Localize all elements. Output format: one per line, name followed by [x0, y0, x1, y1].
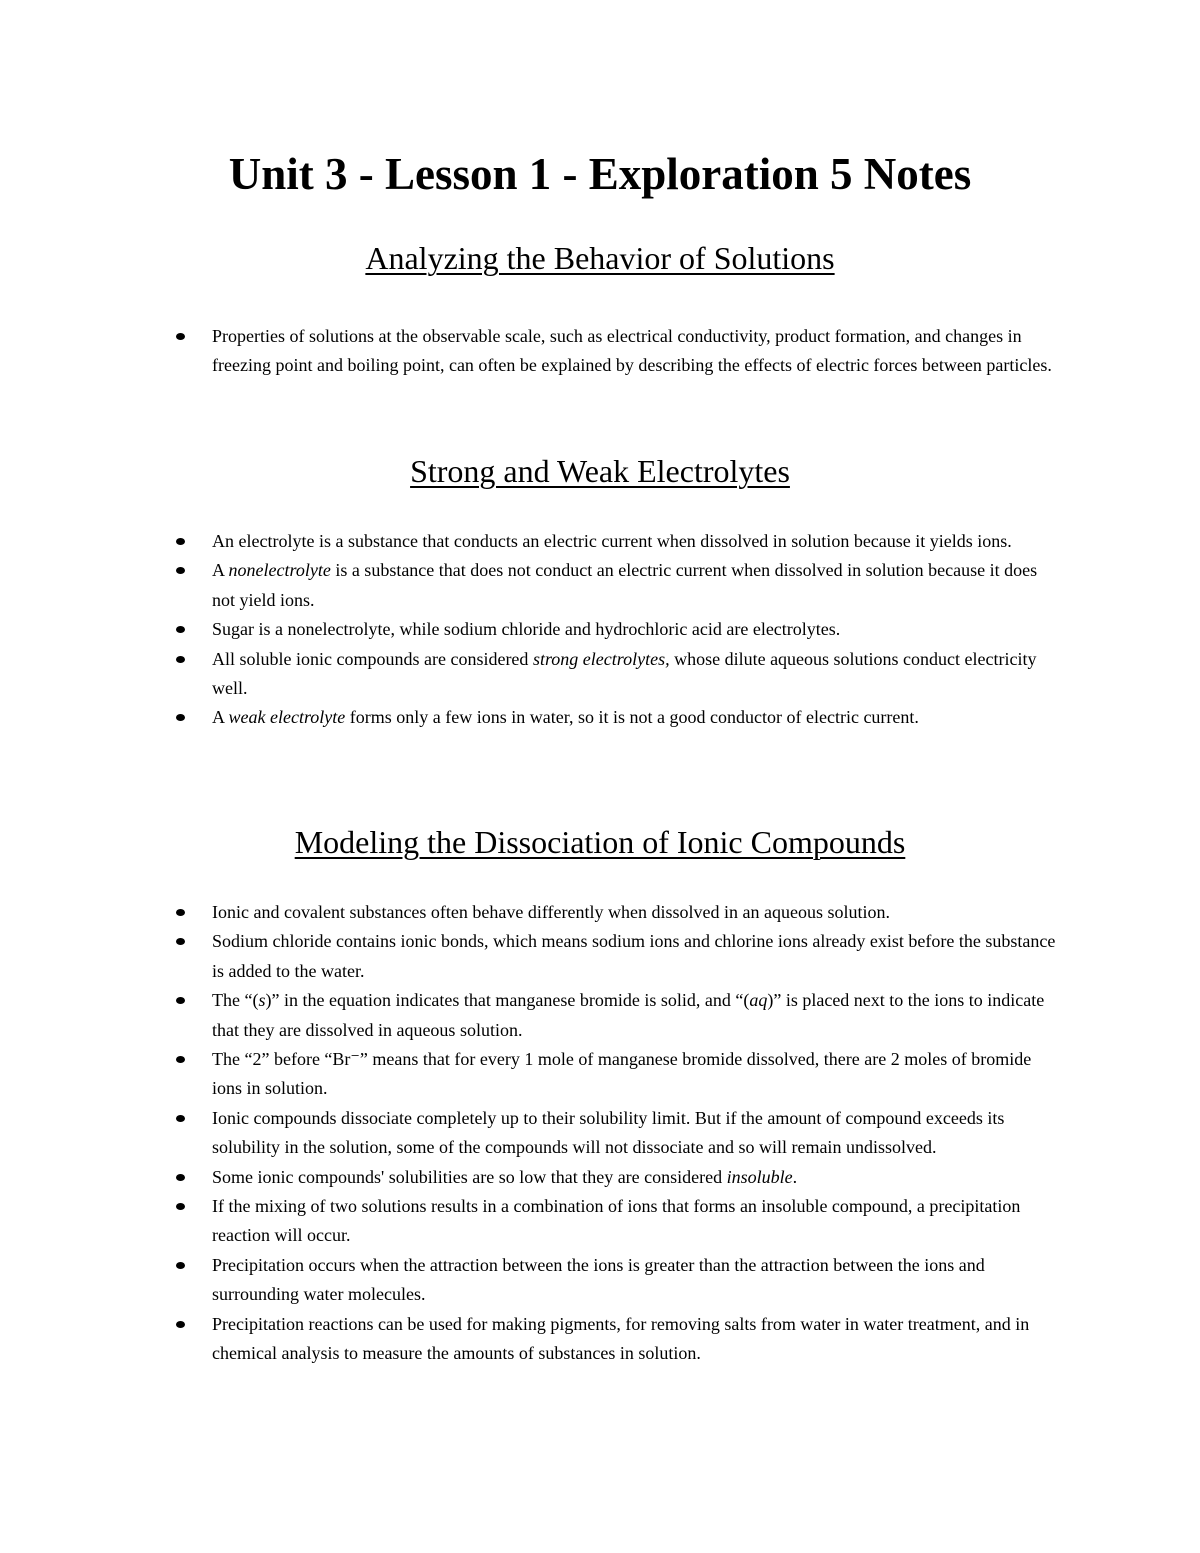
section-heading-text: Strong and Weak Electrolytes — [410, 453, 790, 489]
bullet-icon — [176, 538, 185, 545]
list-item — [0, 1192, 1200, 1251]
bullet-icon — [176, 909, 185, 916]
bullet-icon — [176, 714, 185, 721]
list-item — [0, 527, 1200, 556]
list-item — [0, 1251, 1200, 1310]
bullet-list-electrolytes — [0, 527, 1200, 733]
list-item — [0, 556, 1200, 615]
italic-term: strong electrolytes, — [532, 648, 670, 669]
section-heading-text: Modeling the Dissociation of Ionic Compounds — [294, 824, 906, 860]
text-run: whose dilute aqueous solutions conduct electricity well. — [212, 648, 1037, 699]
text-run: . — [792, 1166, 798, 1187]
list-item-text: If the mixing of two solutions results in a combination of ions that forms an insoluble compound, a precipitation reaction will occur. — [212, 1196, 1021, 1246]
list-item — [0, 703, 1200, 732]
list-item — [0, 1310, 1200, 1369]
list-item — [0, 898, 1200, 927]
text-run: Some ionic compounds' solubilities are so low that they are considered — [212, 1166, 727, 1187]
list-item — [0, 1045, 1200, 1104]
text-run: The “( — [212, 990, 259, 1011]
bullet-list-analyzing-solutions — [0, 322, 1200, 381]
list-item-text — [212, 560, 1037, 609]
list-item — [0, 615, 1200, 644]
page-title: Unit 3 - Lesson 1 - Exploration 5 Notes — [228, 149, 972, 199]
section-heading-analyzing-solutions — [0, 238, 1200, 278]
section-heading-text: Analyzing the Behavior of Solutions — [365, 240, 835, 276]
bullet-icon — [176, 1115, 185, 1122]
italic-term: weak electrolyte — [228, 707, 346, 728]
text-run: )” is placed next to the ions to indicate that they are dissolved in aqueous solution. — [212, 990, 1045, 1040]
text-run: A — [212, 707, 229, 728]
text-run: is a substance that does not conduct an electric current when dissolved in solution because it does not yield ions. — [212, 560, 1038, 610]
text-run: All soluble ionic compounds are considered — [212, 648, 533, 669]
list-item-text: Precipitation occurs when the attraction between the ions is greater than the attraction between the ions and surrounding water molecules. — [212, 1254, 985, 1305]
bullet-icon — [176, 1174, 185, 1181]
bullet-icon — [176, 567, 185, 574]
italic-term: insoluble — [726, 1166, 793, 1187]
list-item-text: Precipitation reactions can be used for making pigments, for removing salts from water in water treatment, and in chemical analysis to measure the amounts of substances in solution. — [212, 1313, 1030, 1364]
section-heading-electrolytes — [0, 451, 1200, 491]
section-heading-dissociation — [0, 822, 1200, 862]
list-item — [0, 986, 1200, 1045]
list-item-text — [212, 649, 1037, 698]
list-item-text: Sugar is a nonelectrolyte, while sodium chloride and hydrochloric acid are electrolytes. — [212, 619, 841, 640]
bullet-icon — [176, 1321, 185, 1328]
text-run: A — [212, 560, 229, 581]
list-item — [0, 1104, 1200, 1163]
bullet-icon — [176, 1056, 185, 1063]
italic-term: aq — [749, 990, 768, 1011]
bullet-icon — [176, 626, 185, 633]
bullet-list-dissociation — [0, 898, 1200, 1369]
bullet-icon — [176, 333, 185, 340]
text-run: )” in the equation indicates that manganese bromide is solid, and “( — [265, 990, 750, 1011]
bullet-icon — [176, 938, 185, 945]
list-item-text: An electrolyte is a substance that conducts an electric current when dissolved in solution because it yields ions. — [212, 531, 1012, 551]
bullet-icon — [176, 1262, 185, 1269]
list-item-text — [212, 707, 919, 727]
bullet-icon — [176, 1203, 185, 1210]
list-item — [0, 1163, 1200, 1192]
bullet-icon — [176, 997, 185, 1004]
list-item-text: Ionic compounds dissociate completely up to their solubility limit. But if the amount of compound exceeds its solubility in the solution, some of the compounds will not dissociate and so will remain undissolved. — [212, 1107, 1005, 1158]
list-item-text: Ionic and covalent substances often behave differently when dissolved in an aqueous solution. — [212, 902, 890, 922]
bullet-icon — [176, 656, 185, 663]
list-item — [0, 322, 1200, 381]
italic-term: nonelectrolyte — [228, 560, 331, 581]
text-run: forms only a few ions in water, so it is not a good conductor of electric current. — [345, 707, 919, 728]
list-item-text — [212, 990, 1044, 1039]
list-item — [0, 645, 1200, 704]
list-item-text: Properties of solutions at the observable scale, such as electrical conductivity, product formation, and changes in freezing point and boiling point, can often be explained by describing the effects of electric forces between particles. — [212, 326, 1052, 376]
list-item-text: The “2” before “Br⁻” means that for every 1 mole of manganese bromide dissolved, there are 2 moles of bromide ions in solution. — [212, 1049, 1032, 1099]
italic-term: s — [258, 990, 266, 1011]
list-item — [0, 927, 1200, 986]
list-item-text: Sodium chloride contains ionic bonds, which means sodium ions and chlorine ions already exist before the substance is added to the water. — [212, 931, 1056, 981]
list-item-text — [212, 1167, 797, 1187]
